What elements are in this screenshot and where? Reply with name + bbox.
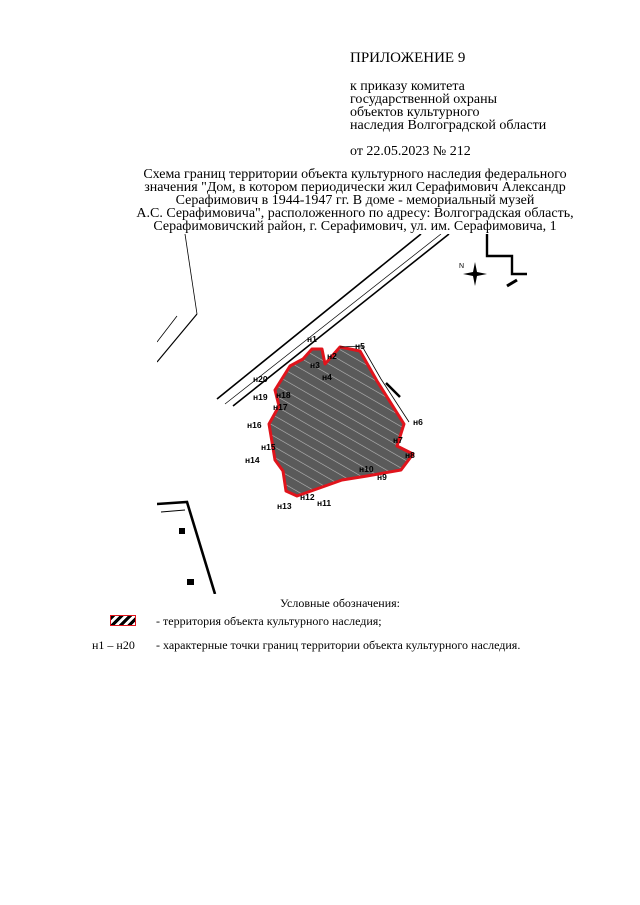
building-top-right	[487, 234, 527, 286]
territory-polygon	[269, 347, 413, 496]
title-line: Серафимович в 1944-1947 гг. В доме - мемориальный музей	[175, 193, 535, 208]
point-label: н18	[276, 390, 291, 400]
scheme-title	[95, 168, 615, 233]
order-date: от 22.05.2023 № 212	[350, 144, 471, 159]
title-line: А.С. Серафимовича", расположенного по адресу: Волгоградская область,	[136, 206, 574, 221]
order-reference	[350, 80, 610, 132]
point-label: н7	[393, 435, 403, 445]
map-canvas	[157, 234, 527, 594]
point-label: н2	[327, 351, 337, 361]
point-label: н1	[307, 334, 317, 344]
point-label: н9	[377, 472, 387, 482]
point-label: н4	[322, 372, 332, 382]
point-label: н10	[359, 464, 374, 474]
point-label: н20	[253, 374, 268, 384]
legend-points-key: н1 – н20	[92, 638, 135, 652]
point-label: н19	[253, 392, 268, 402]
point-label: н5	[355, 341, 365, 351]
point-label: н11	[317, 498, 332, 508]
point-label: н12	[300, 492, 315, 502]
point-label: н16	[247, 420, 262, 430]
legend-title: Условные обозначения:	[279, 596, 401, 610]
point-label: н3	[310, 360, 320, 370]
legend-points-label: - характерные точки границ территории объекта культурного наследия.	[156, 638, 521, 652]
title-line: Схема границ территории объекта культурного наследия федерального	[143, 167, 567, 182]
order-line: к приказу комитета	[350, 79, 465, 94]
boundary-map	[157, 234, 527, 594]
legend-territory-label: - территория объекта культурного наследия;	[156, 614, 382, 628]
point-label: н14	[245, 455, 260, 465]
building-bottom-left	[157, 502, 215, 594]
order-line: государственной охраны	[350, 92, 498, 107]
north-label: N	[459, 263, 465, 270]
order-line: наследия Волгоградской области	[350, 118, 547, 133]
title-line: значения "Дом, в котором периодически жил Серафимович Александр	[144, 180, 566, 195]
point-label: н6	[413, 417, 423, 427]
point-label: н8	[405, 450, 415, 460]
north-arrow-icon	[459, 262, 487, 286]
title-line: Серафимовичский район, г. Серафимович, ул. им. Серафимовича, 1	[153, 219, 557, 234]
territory-swatch	[110, 615, 136, 626]
point-label: н15	[261, 442, 276, 452]
appendix-heading: ПРИЛОЖЕНИЕ 9	[350, 50, 466, 66]
order-line: объектов культурного	[350, 105, 480, 120]
point-label: н13	[277, 501, 292, 511]
point-label: н17	[273, 402, 288, 412]
